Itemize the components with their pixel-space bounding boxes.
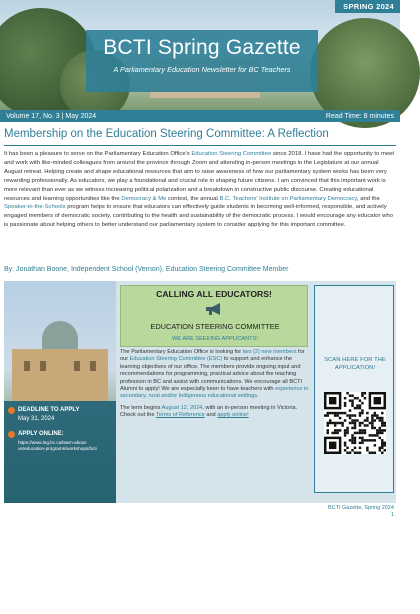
article-byline: By: Jonathan Boone, Independent School (Vernon), Education Steering Committee Member [4, 266, 289, 273]
divider [4, 145, 396, 146]
inline-link[interactable]: Terms of Reference [155, 412, 205, 419]
inline-link[interactable]: Democracy & Me [121, 195, 167, 202]
call-paragraph [120, 405, 310, 420]
text-run: and [204, 412, 218, 419]
article-headline: Membership on the Education Steering Committee: A Reflection [4, 128, 329, 140]
text-run: since 2018. I have had the opportunity to meet and work with like-minded colleagues from around the province through Zoom and attending in-person meetings in the Legislature at our annual August retreat. Helping create and shape educational resources that aim to raise awareness of how our parliamentary system works has been very rewarding professionally. As educators, we play a foundational and crucial role in shaping future citizens. I am convinced that this important work is more relevant than ever as we witness increasing political polarization and a breakdown in constructive public discourse. Creating educational resources and learning opportunities like the [4, 151, 395, 202]
read-time: Read Time: 8 minutes [325, 112, 394, 120]
inline-link[interactable]: two (2) new members [242, 349, 297, 355]
inline-link[interactable]: apply online! [217, 412, 249, 419]
inline-link[interactable]: August 12, 2024 [161, 404, 203, 411]
apply-label: APPLY ONLINE: [18, 431, 64, 437]
call-body [120, 349, 310, 424]
inline-link[interactable]: experience in secondary, rural and/or Indigenous educational settings. [120, 386, 309, 400]
deadline-label: DEADLINE TO APPLY [18, 407, 80, 413]
call-header-box [120, 285, 308, 347]
legislative-assembly-logo: LEGISLATIVE ASSEMBLY [12, 609, 69, 614]
newsletter-title: BCTI Spring Gazette [103, 36, 301, 59]
seeking-applicants: WE ARE SEEKING APPLICANTS! [172, 336, 258, 342]
article-body [4, 150, 396, 230]
deadline-date: May 31, 2024 [18, 416, 55, 422]
inline-link[interactable]: Education Steering Committee (ESC) [129, 356, 223, 363]
inline-link[interactable]: Education Steering Committee [191, 151, 272, 157]
text-run: for our [120, 349, 305, 363]
text-run: The Parliamentary Education Office is looking for [120, 349, 243, 355]
page-footer [328, 505, 394, 518]
dome-shape [42, 321, 78, 351]
text-run: program helps to ensure that educators can effectively guide students in becoming well-informed, responsible, and actively engaged members of democratic society, contributing to the health and sustainability of the democratic process. I would encourage any educator who is passionate about helping others to better understand our parliamentary system to consider applying for this important committee. [4, 204, 393, 229]
call-heading: CALLING ALL EDUCATORS! [156, 289, 272, 299]
text-run: , and the [356, 195, 380, 202]
calendar-icon [8, 407, 15, 414]
title-box [86, 30, 318, 92]
inline-link[interactable]: Speaker-in-the-Schools [4, 204, 66, 211]
window-shape [74, 361, 80, 371]
newsletter-subtitle: A Parliamentary Education Newsletter for BC Teachers [113, 65, 291, 74]
window-shape [24, 361, 30, 371]
megaphone-icon [204, 302, 224, 316]
committee-name: EDUCATION STEERING COMMITTEE [150, 322, 280, 331]
footer-label: BCTI Gazette, Spring 2024 [327, 505, 394, 511]
globe-icon [8, 431, 15, 438]
text-run: The term begins [120, 404, 162, 411]
window-shape [40, 361, 46, 371]
legislature-photo [4, 281, 116, 614]
text-run: contest, the annual [166, 195, 220, 202]
parliament-building-shape [12, 349, 108, 401]
header-banner [0, 0, 400, 110]
season-label: SPRING 2024 [335, 0, 400, 13]
scan-instruction: SCAN HERE FOR THE APPLICATION! [324, 357, 386, 371]
text-run: It has been a pleasure to serve on the Parliamentary Education Office's [4, 151, 192, 157]
qr-code[interactable] [324, 392, 386, 454]
deadline-caption [4, 401, 116, 614]
apply-url-link[interactable]: https://www.leg.bc.ca/learn-about-us/education-programs/workshops/bcti [18, 440, 97, 451]
page-number: 1 [390, 511, 394, 518]
issue-info: Volume 17, No. 3 | May 2024 [6, 112, 97, 120]
text-run: to support and enhance the learning objectives of our office. The members provide ongoing input and recommendations for programming, practical advice about the teaching profession in BC and assist with communications. We encourage all BCTI Alumni to apply! We are especially keen to have teachers with [120, 356, 303, 393]
inline-link[interactable]: B.C. Teachers' Institute on Parliamentary Democracy [219, 195, 357, 202]
call-paragraph [120, 349, 310, 401]
text-run: , with an in-person meeting in Victoria. Check out the [120, 404, 298, 419]
volume-bar [0, 110, 400, 122]
window-shape [90, 361, 96, 371]
qr-panel [314, 285, 394, 493]
